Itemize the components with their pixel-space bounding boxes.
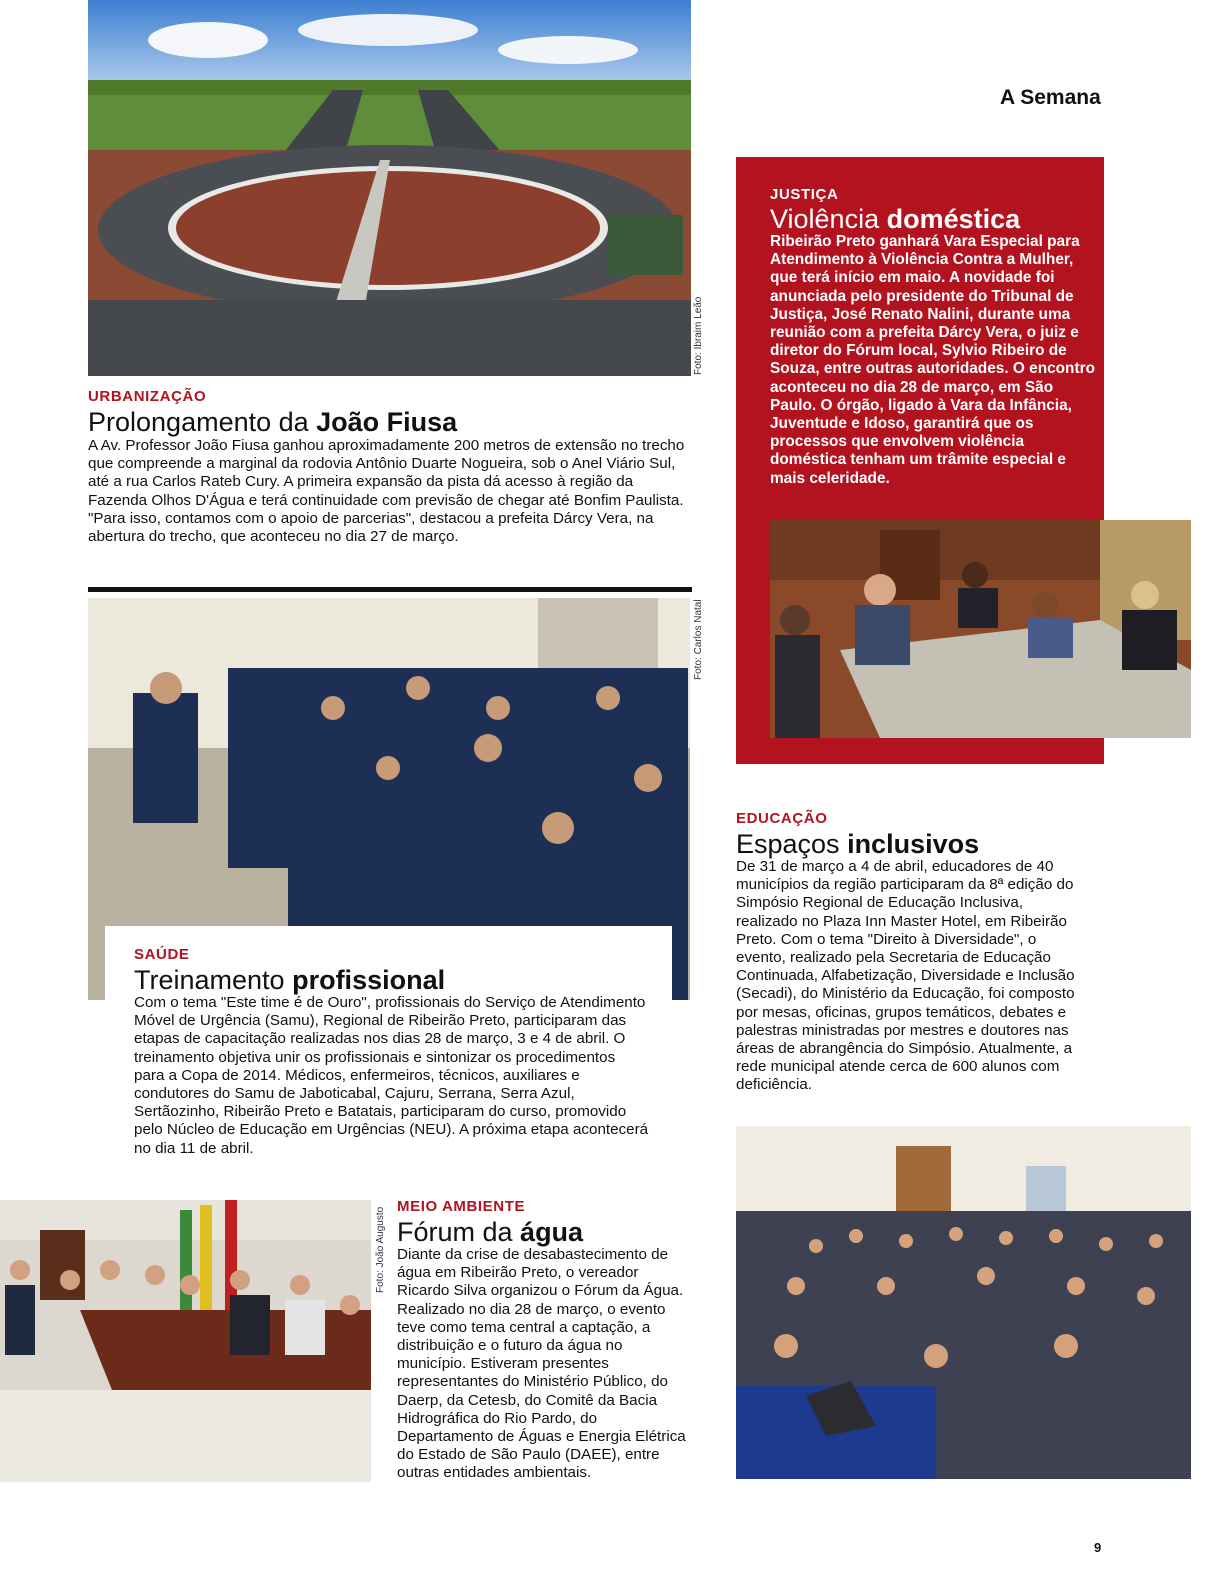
meio-ambiente-headline: Fórum da água [397,1217,584,1247]
saude-kicker: SAÚDE [134,946,190,963]
forum-photo [0,1200,371,1482]
justica-body: Ribeirão Preto ganhará Vara Especial para Atendimento à Violência Contra a Mulher, que terá início em maio. A novidade foi anunciada pelo presidente do Tribunal de Justiça, José Renato Nalini, durante uma reunião com a prefeita Dárcy Vera, o juiz e diretor do Fórum local, Sylvio Ribeiro de Souza, entre outras autoridades. O encontro aconteceu no dia 28 de março, em São Paulo. O órgão, ligado à Vara da Infância, Juventude e Idoso, garantirá que os processos que envolvem violência doméstica tenham um trâmite especial e mais celeridade. [770,233,1095,487]
meeting-photo [770,520,1191,738]
roundabout-photo [88,0,691,376]
section-title: A Semana [1000,86,1101,109]
justica-headline: Violência doméstica [770,204,1021,234]
photo-credit: Foto: João Augusto [375,1206,386,1293]
meio-ambiente-kicker: MEIO AMBIENTE [397,1198,526,1215]
urbanizacao-kicker: URBANIZAÇÃO [88,388,207,405]
urbanizacao-headline: Prolongamento da João Fiusa [88,407,458,437]
educacao-headline: Espaços inclusivos [736,829,980,859]
page-number: 9 [1094,1540,1102,1555]
urbanizacao-body: A Av. Professor João Fiusa ganhou aproximadamente 200 metros de extensão no trecho que compreende a marginal da rodovia Antônio Duarte Nogueira, sob o Anel Viário Sul, até a rua Carlos Rateb Cury. A primeira expansão da pista dá acesso à região da Fazenda Olhos D'Água e terá continuidade com previsão de chegar até Bonfim Paulista. "Para isso, contamos com o apoio de parcerias", destacou a prefeita Dárcy Vera, na abertura do trecho, que aconteceu no dia 27 de março. [88,437,685,546]
saude-headline: Treinamento profissional [134,965,446,995]
symposium-photo [736,1126,1191,1479]
educacao-kicker: EDUCAÇÃO [736,810,828,827]
educacao-body: De 31 de março a 4 de abril, educadores de 40 municípios da região participaram da 8ª edição do Simpósio Regional de Educação Inclusiva, realizado no Plaza Inn Master Hotel, em Ribeirão Preto. Com o tema "Direito à Diversidade", o evento, realizado pela Secretaria de Educação Continuada, Alfabetização, Diversidade e Inclusão (Secadi), do Ministério da Educação, foi composto por mesas, oficinas, grupos temáticos, debates e palestras ministradas por mestres e doutores nas áreas de abrangência do Simpósio. Atualmente, a rede municipal atende cerca de 600 alunos com deficiência. [736,858,1075,1094]
meio-ambiente-body: Diante da crise de desabastecimento de água em Ribeirão Preto, o vereador Ricardo Silva organizou o Fórum da Água. Realizado no dia 28 de março, o evento teve como tema central a captação, a distribuição e o futuro da água no município. Estiveram presentes representantes do Ministério Público, do Daerp, da Cetesb, do Comitê da Bacia Hidrográfica do Rio Pardo, do Departamento de Águas e Energia Elétrica do Estado de São Paulo (DAEE), entre outras entidades ambientais. [397,1246,686,1482]
section-divider [88,587,692,592]
justica-kicker: JUSTIÇA [770,186,839,203]
photo-credit: Foto: Carlos Natal [693,599,704,680]
photo-credit: Foto: Ibraim Leão [693,296,704,375]
saude-body: Com o tema "Este time é de Ouro", profissionais do Serviço de Atendimento Móvel de Urgência (Samu), Regional de Ribeirão Preto, participaram das etapas de capacitação realizadas nos dias 28 de março, 3 e 4 de abril. O treinamento objetiva unir os profissionais e sintonizar os procedimentos para a Copa de 2014. Médicos, enfermeiros, técnicos, auxiliares e condutores do Samu de Jaboticabal, Cajuru, Serrana, Serra Azul, Sertãozinho, Ribeirão Preto e Batatais, participaram do curso, promovido pelo Núcleo de Educação em Urgências (NEU). A próxima etapa acontecerá no dia 11 de abril. [134,994,649,1157]
